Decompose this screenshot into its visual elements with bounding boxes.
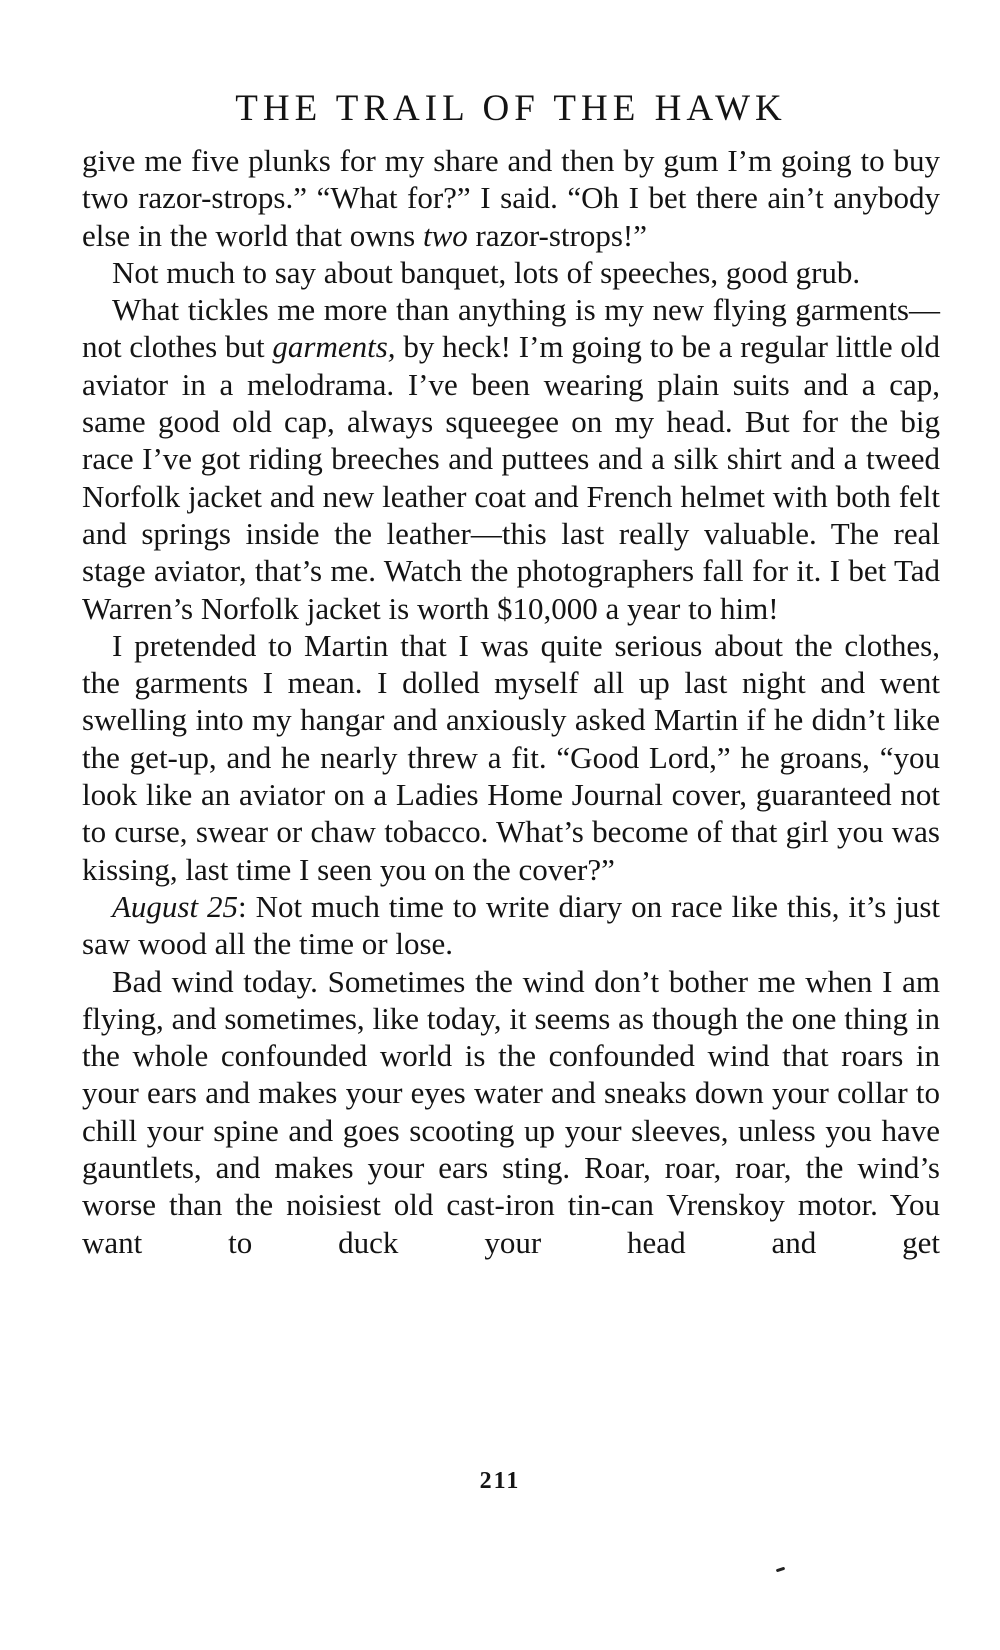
body-text <box>82 142 940 1261</box>
paragraph-5 <box>82 888 940 963</box>
paragraph-4: I pretended to Martin that I was quite serious about the clothes, the garments I mean. I dolled myself all up last night and went swelling into my hangar and anxiously asked Martin if he didn’t like the get-up, and he nearly threw a fit. “Good Lord,” he groans, “you look like an aviator on a Ladies Home Journal cover, guaranteed not to curse, swear or chaw tobacco. What’s become of that girl you was kissing, last time I seen you on the cover?” <box>82 627 940 887</box>
paragraph-3-text-b: by heck! I’m going to be a regular little old aviator in a melodrama. I’ve been wearing plain suits and a cap, same good old cap, always squeegee on my head. But for the big race I’ve got riding breeches and puttees and a silk shirt and a tweed Norfolk jacket and new leather coat and French helmet with both felt and springs inside the leather—this last really valuable. The real stage aviator, that’s me. Watch the photographers fall for it. I bet Tad Warren’s Norfolk jacket is worth $10,000 a year to him! <box>82 329 940 626</box>
diary-date: August 25 <box>112 888 239 924</box>
paragraph-6: Bad wind today. Sometimes the wind don’t bother me when I am flying, and sometimes, like today, it seems as though the one thing in the whole confounded world is the confounded wind that roars in your ears and makes your eyes water and sneaks down your collar to chill your spine and goes scooting up your sleeves, unless you have gauntlets, and makes your ears sting. Roar, roar, roar, the wind’s worse than the noisiest old cast-iron tin-can Vrenskoy motor. You want to duck your head and get <box>82 963 940 1260</box>
paragraph-1-text: give me five plunks for my share and then by gum I’m going to buy two razor-strops.” “What for?” I said. “Oh I bet there ain’t anybody else in the world that owns <box>82 143 940 253</box>
paragraph-1-end: razor-strops!” <box>467 217 648 253</box>
paragraph-5-text: : Not much time to write diary on race like this, it’s just saw wood all the time or lose. <box>82 888 940 962</box>
running-head-title: THE TRAIL OF THE HAWK <box>235 88 787 129</box>
paragraph-3 <box>82 291 940 627</box>
book-page <box>82 88 940 1261</box>
ink-speck <box>776 1567 785 1573</box>
paragraph-1-emphasis: two <box>422 217 468 253</box>
paragraph-1 <box>82 142 940 254</box>
paragraph-3-text-a: What tickles me more than anything is my new flying garments—not clothes but <box>82 292 940 365</box>
page-number: 211 <box>479 1468 521 1494</box>
paragraph-2: Not much to say about banquet, lots of speeches, good grub. <box>112 254 861 290</box>
paragraph-3-emphasis: garments, <box>272 329 396 365</box>
